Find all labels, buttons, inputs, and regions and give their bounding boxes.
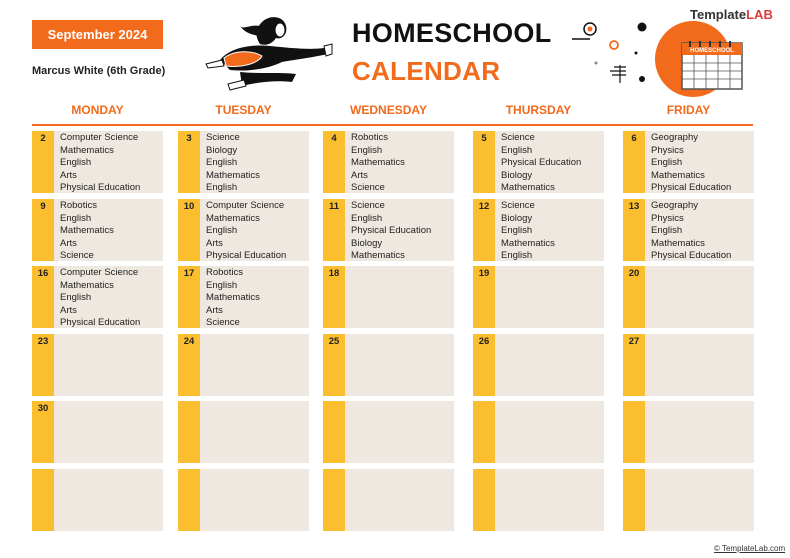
subject-item: Science	[351, 200, 385, 211]
day-cell[interactable]	[32, 334, 163, 396]
subject-list	[351, 132, 405, 195]
subject-list	[351, 200, 431, 263]
day-cell[interactable]	[473, 401, 604, 463]
page-title-line1: HOMESCHOOL	[352, 18, 552, 48]
subject-item: Mathematics	[206, 212, 260, 224]
subject-item: Arts	[206, 237, 223, 249]
day-number: 20	[628, 268, 640, 279]
day-strip	[32, 469, 54, 531]
day-cell[interactable]	[323, 401, 454, 463]
subject-item: Arts	[60, 169, 77, 181]
day-cell[interactable]	[178, 131, 309, 193]
subject-item: English	[60, 212, 92, 224]
month-badge: September 2024	[32, 20, 163, 49]
day-strip	[323, 469, 345, 531]
subject-item: Biology	[351, 237, 383, 249]
subject-item: Science	[206, 317, 240, 329]
subject-item: Computer Science	[60, 267, 139, 278]
day-strip	[473, 469, 495, 531]
subject-item: Arts	[60, 237, 77, 249]
day-number: 30	[37, 403, 49, 414]
subject-item: Arts	[351, 169, 368, 181]
subject-list	[501, 132, 581, 195]
day-number: 10	[183, 201, 195, 212]
day-number: 6	[631, 133, 637, 144]
subject-item: Mathematics	[501, 182, 555, 194]
day-number: 11	[328, 201, 340, 212]
subject-item: English	[501, 225, 533, 237]
day-header-tuesday: TUESDAY	[215, 103, 272, 117]
subject-list	[651, 132, 731, 195]
day-cell[interactable]	[473, 469, 604, 531]
day-number: 26	[478, 336, 490, 347]
day-cell[interactable]	[32, 199, 163, 261]
illustration-label: HOMESCHOOL	[690, 48, 734, 54]
subject-list	[60, 267, 140, 330]
subject-item: Robotics	[351, 132, 388, 143]
day-cell[interactable]	[323, 199, 454, 261]
subject-item: Biology	[206, 144, 238, 156]
subject-item: Mathematics	[651, 169, 705, 181]
subject-item: English	[651, 225, 683, 237]
day-cell[interactable]	[473, 199, 604, 261]
subject-item: Physics	[651, 212, 684, 224]
day-header-friday: FRIDAY	[666, 103, 711, 117]
subject-item: Biology	[501, 169, 533, 181]
subject-item: Computer Science	[60, 132, 139, 143]
subject-item: English	[60, 292, 92, 304]
day-number: 24	[183, 336, 195, 347]
subject-item: Biology	[501, 212, 533, 224]
subject-item: Science	[501, 200, 535, 211]
copyright-link[interactable]: © TemplateLab.com	[714, 544, 786, 553]
day-cell[interactable]	[323, 266, 454, 328]
day-cell[interactable]	[32, 131, 163, 193]
day-cell[interactable]	[178, 401, 309, 463]
day-number: 9	[40, 201, 46, 212]
subject-item: Physical Education	[501, 157, 582, 169]
day-cell[interactable]	[178, 334, 309, 396]
day-number: 18	[328, 268, 340, 279]
subject-item: Mathematics	[206, 292, 260, 304]
subject-item: English	[501, 144, 533, 156]
header-divider	[32, 124, 753, 126]
day-cell[interactable]	[473, 334, 604, 396]
day-cell[interactable]	[623, 469, 754, 531]
subject-list	[206, 200, 286, 263]
day-strip	[473, 401, 495, 463]
subject-item: English	[206, 182, 238, 194]
subject-item: Physical Education	[351, 225, 432, 237]
subject-item: Science	[351, 182, 385, 194]
flying-student-illustration	[200, 14, 335, 94]
subject-item: English	[351, 144, 383, 156]
subject-item: English	[60, 157, 92, 169]
subject-item: English	[206, 157, 238, 169]
day-number: 27	[628, 336, 640, 347]
day-cell[interactable]	[323, 334, 454, 396]
page-title-line2: CALENDAR	[352, 56, 501, 86]
subject-item: English	[206, 225, 238, 237]
subject-item: Arts	[206, 304, 223, 316]
day-number: 16	[37, 268, 49, 279]
subject-list	[651, 200, 731, 263]
day-number: 25	[328, 336, 340, 347]
day-strip	[623, 401, 645, 463]
day-number: 4	[331, 133, 337, 144]
subject-item: Mathematics	[351, 157, 405, 169]
day-cell[interactable]	[623, 334, 754, 396]
day-number: 12	[478, 201, 490, 212]
subject-list	[501, 200, 555, 263]
day-cell[interactable]	[323, 131, 454, 193]
day-cell[interactable]	[178, 266, 309, 328]
subject-item: Science	[206, 132, 240, 143]
day-number: 5	[481, 133, 487, 144]
subject-list	[206, 267, 260, 330]
day-cell[interactable]	[323, 469, 454, 531]
day-cell[interactable]	[623, 131, 754, 193]
subject-item: Robotics	[60, 200, 97, 211]
subject-item: English	[501, 250, 533, 262]
subject-item: Physical Education	[651, 250, 732, 262]
subject-item: Physical Education	[206, 250, 287, 262]
day-number: 3	[186, 133, 192, 144]
day-header-monday: MONDAY	[71, 103, 124, 117]
subject-item: Mathematics	[60, 279, 114, 291]
subject-item: Physical Education	[651, 182, 732, 194]
subject-item: Geography	[651, 200, 699, 211]
subject-item: Mathematics	[206, 169, 260, 181]
subject-item: English	[651, 157, 683, 169]
brand-logo	[690, 7, 773, 22]
subject-item: Physics	[651, 144, 684, 156]
day-cell[interactable]	[623, 401, 754, 463]
subject-item: Robotics	[206, 267, 243, 278]
day-strip	[178, 401, 200, 463]
subject-item: Geography	[651, 132, 699, 143]
subject-item: Physical Education	[60, 317, 141, 329]
day-strip	[323, 401, 345, 463]
day-number: 2	[40, 133, 46, 144]
day-number: 13	[628, 201, 640, 212]
day-cell[interactable]	[473, 131, 604, 193]
subject-item: Mathematics	[60, 225, 114, 237]
day-header-wednesday: WEDNESDAY	[350, 103, 427, 117]
subject-item: English	[351, 212, 383, 224]
brand-suffix: LAB	[746, 7, 773, 22]
day-strip	[178, 469, 200, 531]
subject-item: Mathematics	[351, 250, 405, 262]
subject-item: Science	[501, 132, 535, 143]
day-strip	[623, 469, 645, 531]
subject-item: Mathematics	[60, 144, 114, 156]
day-number: 23	[37, 336, 49, 347]
day-cell[interactable]	[623, 199, 754, 261]
day-header-thursday: THURSDAY	[505, 103, 572, 117]
subject-list	[60, 132, 140, 195]
subject-item: Arts	[60, 304, 77, 316]
subject-item: Science	[60, 250, 94, 262]
subject-item: Physical Education	[60, 182, 141, 194]
day-cell[interactable]	[178, 469, 309, 531]
subject-item: Computer Science	[206, 200, 285, 211]
day-cell[interactable]	[32, 266, 163, 328]
subject-list	[206, 132, 260, 195]
day-cell[interactable]	[32, 401, 163, 463]
day-cell[interactable]	[178, 199, 309, 261]
day-number: 19	[478, 268, 490, 279]
day-cell[interactable]	[623, 266, 754, 328]
student-name: Marcus White (6th Grade)	[32, 65, 166, 77]
day-cell[interactable]	[32, 469, 163, 531]
day-cell[interactable]	[473, 266, 604, 328]
day-number: 17	[183, 268, 195, 279]
subject-list	[60, 200, 114, 263]
subject-item: Mathematics	[501, 237, 555, 249]
subject-item: Mathematics	[651, 237, 705, 249]
subject-item: English	[206, 279, 238, 291]
brand-prefix: Template	[690, 7, 747, 22]
